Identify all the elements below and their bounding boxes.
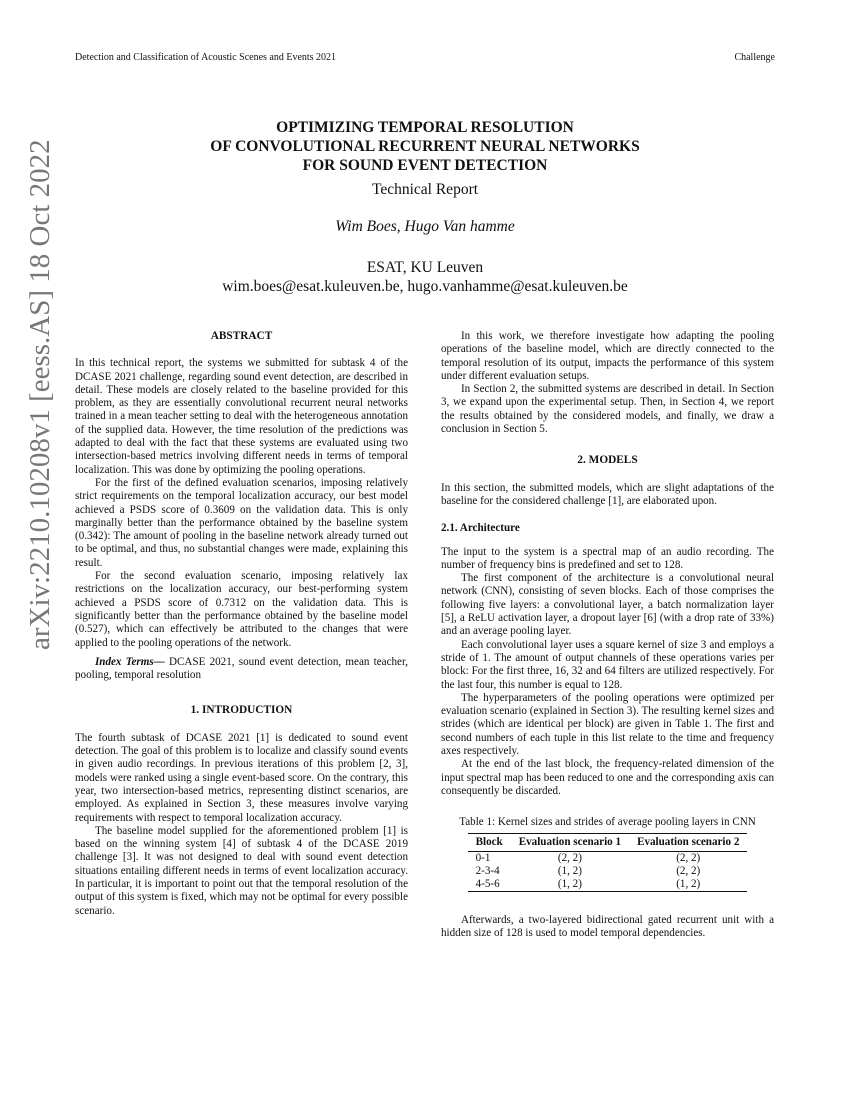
title-line: OPTIMIZING TEMPORAL RESOLUTION bbox=[276, 119, 574, 136]
architecture-paragraph: The input to the system is a spectral map of an audio recording. The number of frequency bins is predefined and set to 128. bbox=[441, 545, 774, 571]
table-cell: 4-5-6 bbox=[475, 877, 500, 890]
table-cell: 2-3-4 bbox=[475, 864, 500, 877]
introduction-paragraph: The baseline model supplied for the aforementioned problem [1] is based on the winning system [4] of subtask 4 of the DCASE 2019 challenge [3]. It was not designed to deal with sound event detection situations entailing different needs in terms of event localization accuracy. In particular, it is important to point out that the temporal resolution of the output of this system is fixed, which may not be optimal for every possible scenario. bbox=[75, 824, 408, 917]
table-cell: (2, 2) bbox=[676, 851, 701, 864]
index-terms-text: DCASE 2021, sound event detection, mean teacher, pooling, temporal resolution bbox=[75, 655, 408, 682]
architecture-paragraph: The first component of the architecture is a convolutional neural network (CNN), consisting of seven blocks. Each of those comprises the following five layers: a convolutional layer, a batch normalization layer [5], a ReLU activation layer, a dropout layer [6] (with a drop rate of 33%) and an average pooling layer. bbox=[441, 572, 774, 638]
affiliation: ESAT, KU Leuven bbox=[366, 259, 484, 276]
introduction-paragraph: The fourth subtask of DCASE 2021 [1] is dedicated to sound event detection. The goal of this problem is to localize and classify sound events in given audio recordings. In previous iterations of this problem [2, 3], models were ranked using a single event-based score. On the contrary, this year, two intersection-based metrics, representing distinct scenarios, are employed. As explained in Section 3, these measures involve varying requirements with respect to temporal localization accuracy. bbox=[75, 731, 408, 824]
abstract-paragraph: For the second evaluation scenario, imposing relatively lax restrictions on the localization accuracy, our best-performing system achieved a PSDS score of 0.7312 on the validation data. This is significantly better than the performance obtained by the baseline model (0.527), which can effectively be attributed to the changes that were applied to the pooling operations of the network. bbox=[75, 570, 408, 649]
abstract-paragraph: In this technical report, the systems we submitted for subtask 4 of the DCASE 2021 challenge, regarding sound event detection, are described in detail. These models are closely related to the baseline provided for this problem, as they are essentially convolutional recurrent neural networks trained in a mean teacher setting to deal with the heterogeneous annotation of the supplied data. However, the time resolution of the predictions was adapted to deal with the fact that these systems are evaluated using two intersection-based metrics involving different needs in terms of temporal localization. This was done by optimizing the pooling operations. bbox=[75, 357, 408, 476]
paper-subtitle: Technical Report bbox=[371, 181, 479, 198]
architecture-paragraph: Each convolutional layer uses a square kernel of size 3 and employs a stride of 1. The amount of output channels of these operations varies per block: For the first three, 16, 32 and 64 filters are utilized respectively. For the last four, this number is equal to 128. bbox=[441, 638, 774, 691]
table-row bbox=[468, 878, 748, 892]
author-emails: wim.boes@esat.kuleuven.be, hugo.vanhamme@esat.kuleuven.be bbox=[222, 278, 628, 295]
table-row bbox=[468, 865, 748, 878]
table-caption: Table 1: Kernel sizes and strides of average pooling layers in CNN bbox=[459, 816, 756, 829]
running-header-right: Challenge bbox=[734, 52, 775, 63]
left-column bbox=[75, 330, 408, 918]
abstract-paragraph: For the first of the defined evaluation scenarios, imposing relatively strict requirements on the temporal localization accuracy, our best model achieved a PSDS score of 0.3609 on the validation data. This is only marginally better than the performance obtained by the baseline system (0.342): The amount of pooling in the baseline network already turned out to be optimal, and thus, no substantial changes were made, explaining this result. bbox=[75, 476, 408, 569]
title-line: OF CONVOLUTIONAL RECURRENT NEURAL NETWORKS bbox=[210, 138, 640, 155]
paper-title bbox=[0, 118, 850, 175]
index-terms-label: Index Terms— bbox=[94, 655, 165, 668]
table-cell: (2, 2) bbox=[557, 851, 582, 864]
table-header-cell: Evaluation scenario 2 bbox=[629, 833, 747, 851]
title-line: FOR SOUND EVENT DETECTION bbox=[302, 157, 548, 174]
table-cell: 0-1 bbox=[475, 851, 491, 864]
paper-authors: Wim Boes, Hugo Van hamme bbox=[335, 218, 515, 235]
introduction-paragraph: In Section 2, the submitted systems are described in detail. In Section 3, we expand upon the experimental setup. Then, in Section 4, we report the results obtained by the considered models, and finally, we draw a conclusion in Section 5. bbox=[441, 383, 774, 436]
table-cell: (1, 2) bbox=[557, 864, 582, 877]
table-header-cell: Block bbox=[468, 833, 511, 851]
kernel-table bbox=[468, 833, 748, 892]
abstract-heading: ABSTRACT bbox=[210, 330, 273, 342]
arxiv-sidebar bbox=[20, 139, 60, 660]
right-column bbox=[441, 330, 774, 940]
affiliation-block bbox=[0, 258, 850, 296]
running-header-left: Detection and Classification of Acoustic Scenes and Events 2021 bbox=[75, 52, 337, 63]
table-cell: (2, 2) bbox=[676, 864, 701, 877]
architecture-heading: 2.1. Architecture bbox=[441, 522, 520, 535]
models-heading: 2. MODELS bbox=[577, 454, 638, 467]
table-header-cell: Evaluation scenario 1 bbox=[511, 833, 629, 851]
arxiv-identifier: arXiv:2210.10208v1 [eess.AS] 18 Oct 2022 bbox=[24, 139, 56, 650]
architecture-paragraph: At the end of the last block, the frequency-related dimension of the input spectral map has been reduced to one and the corresponding axis can consequently be discarded. bbox=[441, 758, 774, 797]
table-row bbox=[468, 851, 748, 865]
architecture-paragraph: The hyperparameters of the pooling operations were optimized per evaluation scenario (explained in Section 3). The resulting kernel sizes and strides (which are identical per block) are given in Table 1. The first and second numbers of each tuple in this list relate to the time and frequency axes respectively. bbox=[441, 691, 774, 758]
introduction-paragraph: In this work, we therefore investigate how adapting the pooling operations of the baseline model, which are directly connected to the temporal resolution of its output, impacts the performance of this system under different evaluation setups. bbox=[441, 330, 774, 382]
introduction-heading: 1. INTRODUCTION bbox=[190, 704, 293, 717]
models-paragraph: In this section, the submitted models, which are slight adaptations of the baseline for the considered challenge [1], are elaborated upon. bbox=[441, 481, 774, 507]
index-terms bbox=[75, 656, 408, 683]
table-cell: (1, 2) bbox=[557, 877, 582, 890]
table-cell: (1, 2) bbox=[676, 877, 701, 890]
architecture-paragraph: Afterwards, a two-layered bidirectional gated recurrent unit with a hidden size of 128 is used to model temporal dependencies. bbox=[441, 913, 774, 940]
